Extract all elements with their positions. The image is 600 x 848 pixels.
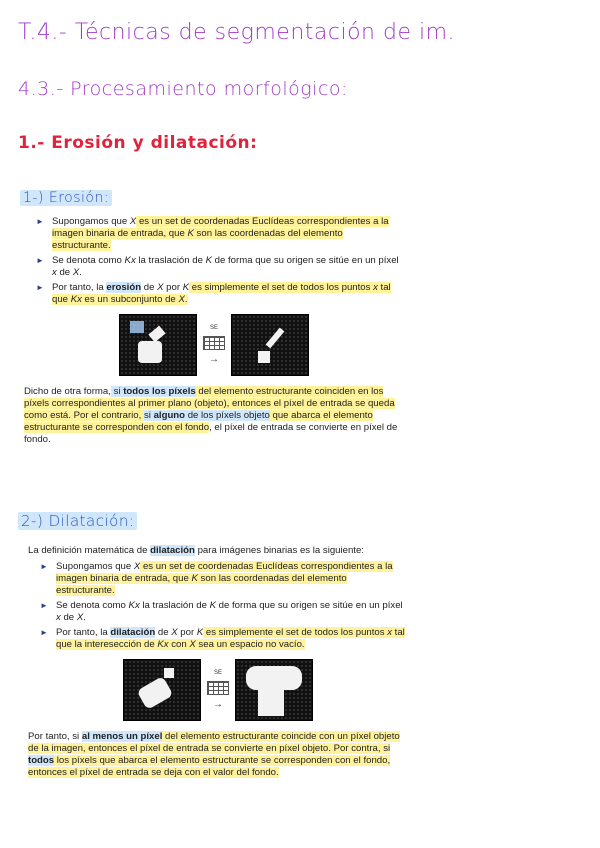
dilation-intro: La definición matemática de dilatación para imágenes binarias es la siguiente: xyxy=(28,545,364,556)
bullet-arrow-icon: ► xyxy=(36,283,44,292)
erosion-bullet-3: ► Por tanto, la erosión de X por K es simplemente el set de todos los puntos x tal que Kx es un subconjunto de X. xyxy=(36,282,391,305)
arrow-right-icon: → xyxy=(209,354,219,365)
dilation-bullet-3: ► Por tanto, la dilatación de X por K es simplemente el set de todos los puntos x tal que la interesección de Kx con X sea un espacio no vacío. xyxy=(40,627,405,650)
bullet-arrow-icon: ► xyxy=(40,628,48,637)
bullet-arrow-icon: ► xyxy=(40,562,48,571)
dilation-heading: 2-) Dilatación: xyxy=(18,512,137,530)
input-image xyxy=(119,314,197,376)
structuring-element: SE → xyxy=(203,322,225,368)
bullet-arrow-icon: ► xyxy=(40,601,48,610)
dilation-bullet-2: ► Se denota como Kx la traslación de K de forma que su origen se sitúe en un píxel x de X. xyxy=(40,600,403,623)
dilation-figure xyxy=(28,659,408,721)
subtitle: 4.3.- Procesamiento morfológico: xyxy=(18,78,348,100)
bullet-arrow-icon: ► xyxy=(36,256,44,265)
bullet-arrow-icon: ► xyxy=(36,217,44,226)
eroded-image xyxy=(231,314,309,376)
dilation-slide xyxy=(28,541,408,783)
erosion-paragraph: Dicho de otra forma, si todos los píxels del elemento estructurante coinciden en los píxels correspondientes al primer plano (objeto), entonces el píxel de entrada se queda como está. Por el contrario, si alguno de los píxels objeto que abarca el elemento estructurante se corresponden con el fondo, el píxel de entrada se convierte en píxel de fondo. xyxy=(24,386,398,445)
input-image xyxy=(123,659,201,721)
page-title: T.4.- Técnicas de segmentación de im. xyxy=(18,20,456,45)
erosion-bullet-2: ► Se denota como Kx la traslación de K de forma que su origen se sitúe en un píxel x de X. xyxy=(36,255,399,278)
erosion-heading: 1-) Erosión: xyxy=(20,190,112,206)
section-title: 1.- Erosión y dilatación: xyxy=(18,133,258,153)
erosion-slide xyxy=(24,216,404,450)
dilation-paragraph: Por tanto, si al menos un píxel del elemento estructurante coincide con un píxel objeto de la imagen, entonces el píxel de entrada se convierte en píxel objeto. Por contra, si todos los píxels que abarca el elemento estructurante se corresponden con el fondo, entonces el píxel de entrada se deja con el valor del fondo. xyxy=(28,731,400,778)
dilation-bullet-1: ► Supongamos que X es un set de coordenadas Euclídeas correspondientes a la imagen binaria de entrada, que K son las coordenadas del elemento estructurante. xyxy=(40,561,393,596)
structuring-element: SE → xyxy=(207,667,229,713)
erosion-bullet-1: ► Supongamos que X es un set de coordenadas Euclídeas correspondientes a la imagen binaria de entrada, que K son las coordenadas del elemento estructurante. xyxy=(36,216,389,251)
arrow-right-icon: → xyxy=(213,699,223,710)
erosion-figure xyxy=(24,314,404,376)
dilated-image xyxy=(235,659,313,721)
